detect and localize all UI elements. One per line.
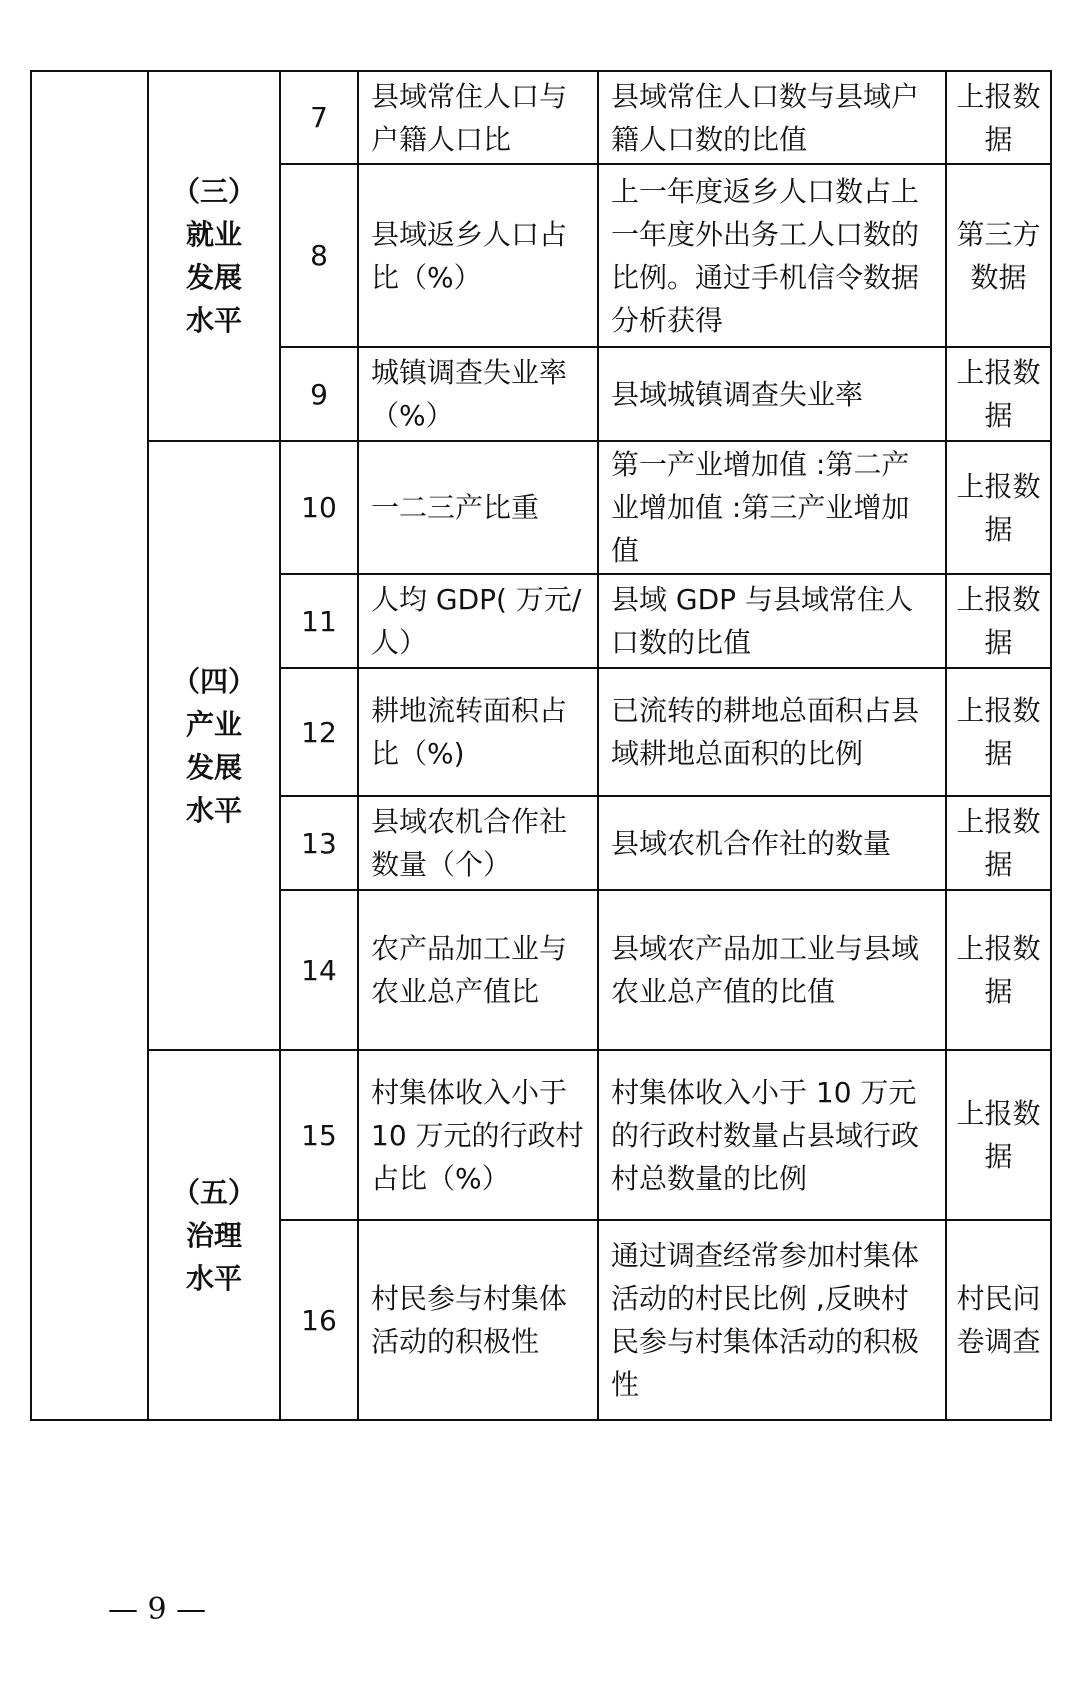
category-label: （四） 产业 发展 水平 — [171, 664, 256, 827]
data-source: 上报数据 — [946, 1050, 1051, 1220]
indicator-definition: 村集体收入小于 10 万元的行政村数量占县域行政村总数量的比例 — [598, 1050, 946, 1220]
indicator-name: 城镇调查失业率（%） — [358, 347, 598, 441]
table-row — [31, 1050, 1051, 1220]
continued-category-cell — [31, 71, 148, 1420]
category-cell — [148, 71, 280, 441]
row-number: 7 — [280, 71, 358, 164]
indicator-definition: 已流转的耕地总面积占县域耕地总面积的比例 — [598, 668, 946, 796]
indicator-definition: 县域农产品加工业与县域农业总产值的比值 — [598, 890, 946, 1050]
category-cell — [148, 1050, 280, 1420]
table-row — [31, 71, 1051, 164]
indicator-name: 县域农机合作社数量（个） — [358, 796, 598, 890]
row-number: 16 — [280, 1220, 358, 1420]
row-number: 13 — [280, 796, 358, 890]
data-source: 上报数据 — [946, 890, 1051, 1050]
data-source: 上报数据 — [946, 71, 1051, 164]
indicator-name: 农产品加工业与农业总产值比 — [358, 890, 598, 1050]
indicator-name: 县域常住人口与户籍人口比 — [358, 71, 598, 164]
row-number: 12 — [280, 668, 358, 796]
indicator-name: 村集体收入小于 10 万元的行政村占比（%） — [358, 1050, 598, 1220]
indicator-name: 一二三产比重 — [358, 441, 598, 574]
indicator-definition: 上一年度返乡人口数占上一年度外出务工人口数的比例。通过手机信令数据分析获得 — [598, 164, 946, 347]
indicator-definition: 通过调查经常参加村集体活动的村民比例 ,反映村民参与村集体活动的积极性 — [598, 1220, 946, 1420]
indicator-name: 村民参与村集体活动的积极性 — [358, 1220, 598, 1420]
row-number: 9 — [280, 347, 358, 441]
category-label: （五） 治理 水平 — [171, 1175, 256, 1295]
indicator-name: 县域返乡人口占比（%） — [358, 164, 598, 347]
indicator-definition: 县域 GDP 与县域常住人口数的比值 — [598, 574, 946, 668]
data-source: 上报数据 — [946, 574, 1051, 668]
indicator-name: 耕地流转面积占比（%) — [358, 668, 598, 796]
row-number: 14 — [280, 890, 358, 1050]
data-source: 上报数据 — [946, 668, 1051, 796]
row-number: 10 — [280, 441, 358, 574]
indicator-definition: 第一产业增加值 :第二产业增加值 :第三产业增加值 — [598, 441, 946, 574]
row-number: 11 — [280, 574, 358, 668]
row-number: 15 — [280, 1050, 358, 1220]
indicator-definition: 县域常住人口数与县域户籍人口数的比值 — [598, 71, 946, 164]
category-cell — [148, 441, 280, 1050]
indicator-definition: 县域城镇调查失业率 — [598, 347, 946, 441]
category-label: （三） 就业 发展 水平 — [171, 175, 256, 337]
indicator-definition: 县域农机合作社的数量 — [598, 796, 946, 890]
data-source: 上报数据 — [946, 347, 1051, 441]
data-source: 上报数据 — [946, 441, 1051, 574]
data-source: 村民问卷调查 — [946, 1220, 1051, 1420]
data-source: 第三方数据 — [946, 164, 1051, 347]
data-source: 上报数据 — [946, 796, 1051, 890]
table-row — [31, 441, 1051, 574]
indicator-table — [30, 70, 1052, 1421]
indicator-name: 人均 GDP( 万元/人） — [358, 574, 598, 668]
row-number: 8 — [280, 164, 358, 347]
page-number: — 9 — — [108, 1592, 207, 1627]
